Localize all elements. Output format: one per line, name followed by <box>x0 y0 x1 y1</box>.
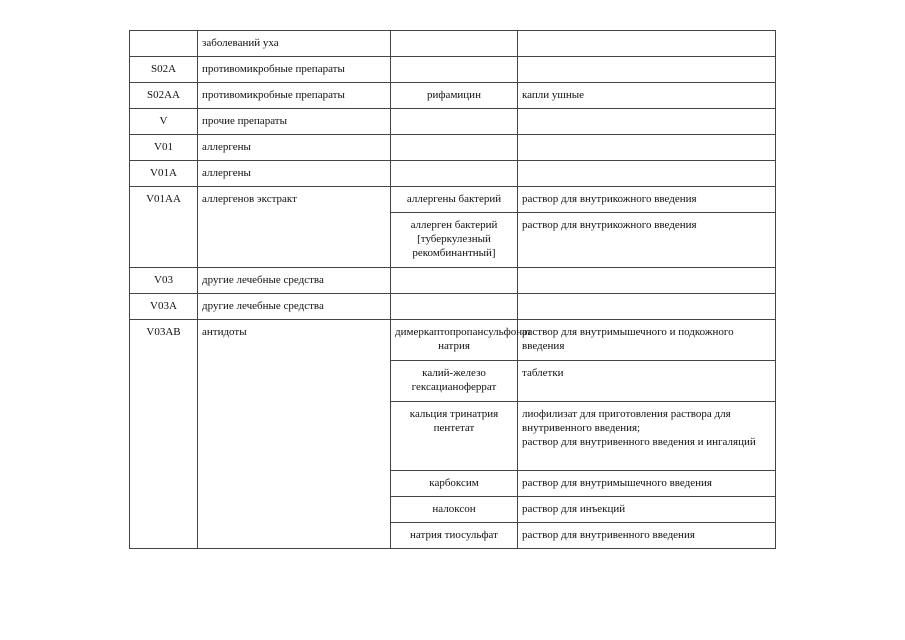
group-name: антидоты <box>198 320 391 549</box>
atc-code: V01AA <box>130 187 198 268</box>
atc-code: S02A <box>130 57 198 83</box>
group-name: другие лечебные средства <box>198 294 391 320</box>
dosage-form: раствор для внутривенного введения <box>518 523 776 549</box>
atc-code: V <box>130 109 198 135</box>
dosage-form <box>518 161 776 187</box>
table-row <box>130 109 776 135</box>
dosage-form: раствор для внутрикожного введения <box>518 213 776 268</box>
dosage-form <box>518 402 776 471</box>
drug-name: димеркаптопропансульфонат натрия <box>391 320 518 361</box>
table-row <box>130 187 776 213</box>
atc-code: V03AB <box>130 320 198 549</box>
drug-name <box>391 135 518 161</box>
dosage-form-line: раствор для внутривенного введения и ингаляций <box>522 436 756 448</box>
drug-name <box>391 294 518 320</box>
table-row <box>130 83 776 109</box>
table-row <box>130 31 776 57</box>
drug-table <box>129 30 776 549</box>
dosage-form: раствор для внутримышечного и подкожного введения <box>518 320 776 361</box>
table-row <box>130 161 776 187</box>
table-row <box>130 135 776 161</box>
drug-name: аллергены бактерий <box>391 187 518 213</box>
drug-name: натрия тиосульфат <box>391 523 518 549</box>
drug-name <box>391 268 518 294</box>
atc-code <box>130 31 198 57</box>
drug-name: рифамицин <box>391 83 518 109</box>
atc-code: V01 <box>130 135 198 161</box>
group-name: противомикробные препараты <box>198 83 391 109</box>
group-name: заболеваний уха <box>198 31 391 57</box>
table-row <box>130 268 776 294</box>
drug-name <box>391 161 518 187</box>
atc-code: V03A <box>130 294 198 320</box>
atc-code: V03 <box>130 268 198 294</box>
group-name: другие лечебные средства <box>198 268 391 294</box>
table-row <box>130 294 776 320</box>
drug-name <box>391 31 518 57</box>
drug-name <box>391 57 518 83</box>
drug-name: налоксон <box>391 497 518 523</box>
group-name: аллергены <box>198 135 391 161</box>
dosage-form: раствор для внутрикожного введения <box>518 187 776 213</box>
dosage-form <box>518 135 776 161</box>
dosage-form-line: лиофилизат для приготовления раствора для внутривенного введения; <box>522 408 731 434</box>
group-name: противомикробные препараты <box>198 57 391 83</box>
group-name: аллергены <box>198 161 391 187</box>
atc-code: S02AA <box>130 83 198 109</box>
drug-name: карбоксим <box>391 471 518 497</box>
dosage-form <box>518 109 776 135</box>
table-row <box>130 57 776 83</box>
group-name: прочие препараты <box>198 109 391 135</box>
drug-name: калий-железо гексацианоферрат <box>391 361 518 402</box>
drug-name: кальция тринатрия пентетат <box>391 402 518 471</box>
dosage-form: капли ушные <box>518 83 776 109</box>
table-row <box>130 320 776 361</box>
dosage-form <box>518 268 776 294</box>
group-name: аллергенов экстракт <box>198 187 391 268</box>
drug-name: аллерген бактерий [туберкулезный рекомбинантный] <box>391 213 518 268</box>
dosage-form: раствор для внутримышечного введения <box>518 471 776 497</box>
dosage-form: раствор для инъекций <box>518 497 776 523</box>
dosage-form <box>518 57 776 83</box>
drug-name <box>391 109 518 135</box>
dosage-form <box>518 31 776 57</box>
dosage-form <box>518 294 776 320</box>
dosage-form: таблетки <box>518 361 776 402</box>
atc-code: V01A <box>130 161 198 187</box>
